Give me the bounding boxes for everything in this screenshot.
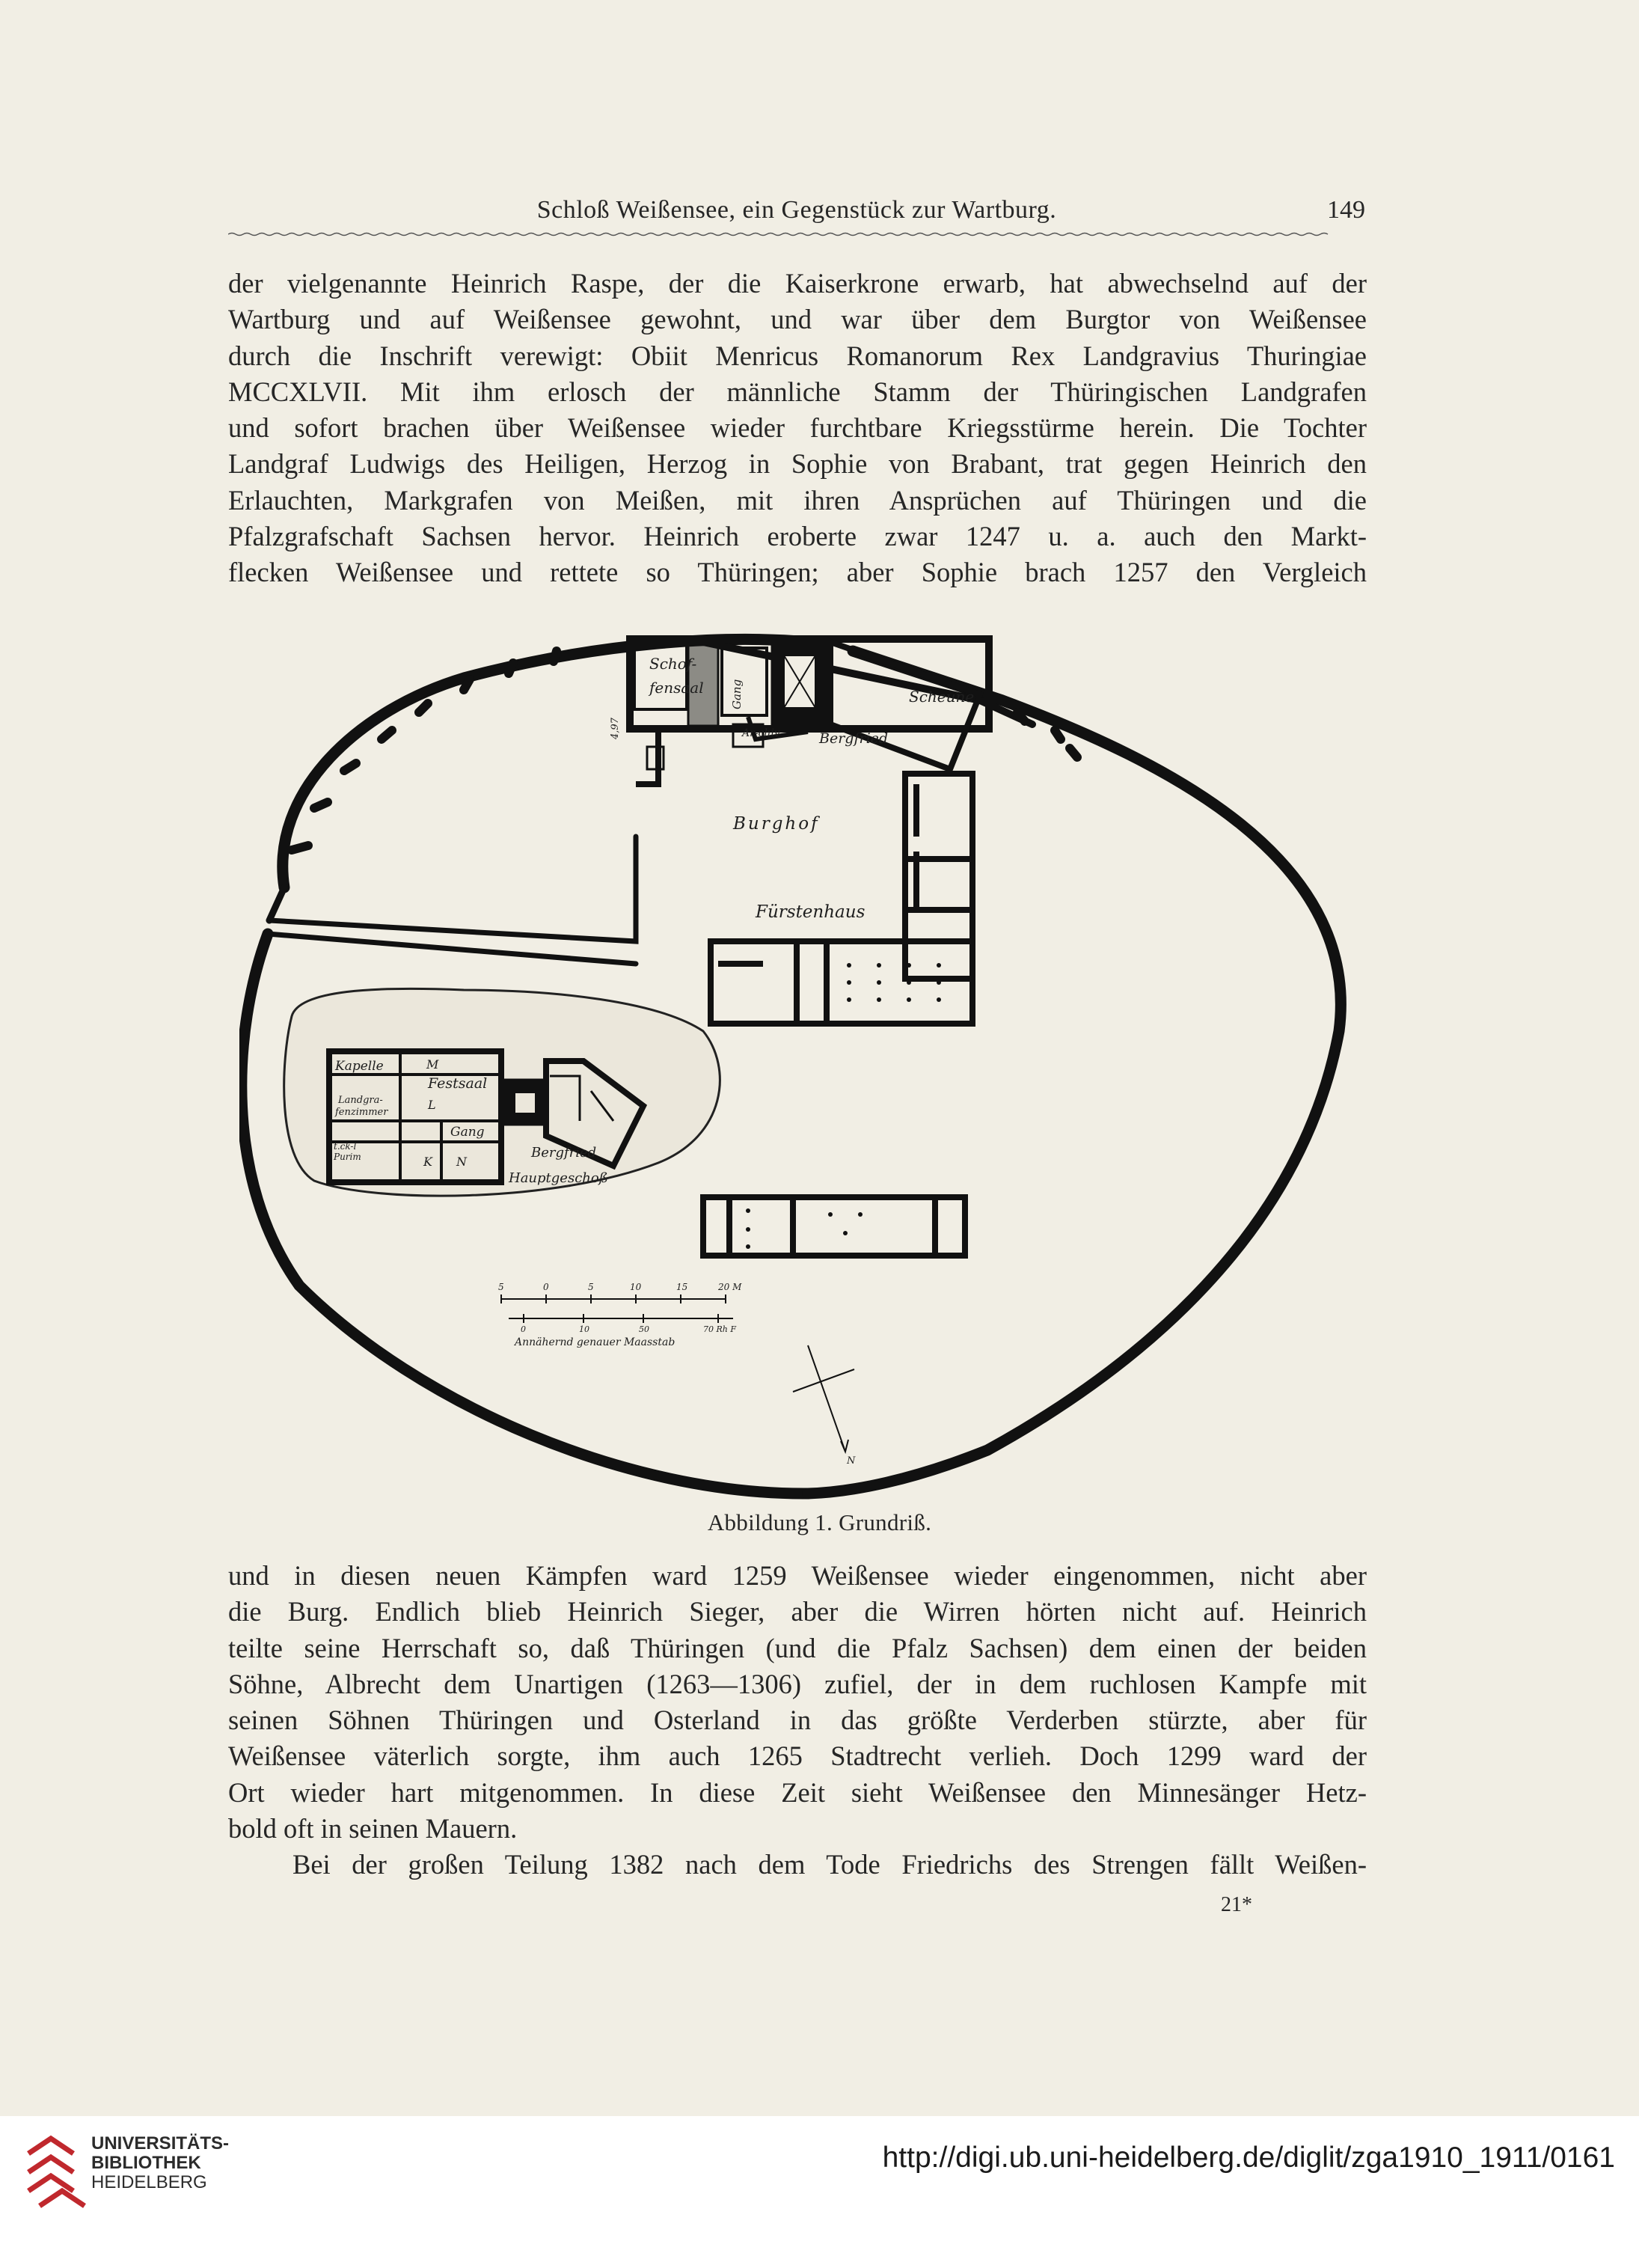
scale-r-1: 0 [521, 1324, 526, 1334]
scale-r-4: 70 Rh F [703, 1324, 736, 1334]
label-side-mark: 4,97 [610, 718, 621, 739]
label-schoeffensaal-2: fensaal [649, 679, 704, 697]
paragraph-top [228, 266, 1367, 591]
text-line: der vielgenannte Heinrich Raspe, der die Kaiserkrone erwarb, hat abwechselnd auf der [228, 268, 1367, 299]
text-line: flecken Weißensee und rettete so Thüringen; aber Sophie brach 1257 den Vergleich [228, 557, 1367, 588]
scale-m-2: 0 [543, 1282, 549, 1292]
label-hauptgeschoss: Hauptgeschoß [509, 1170, 608, 1186]
text-line: bold oft in seinen Mauern. [228, 1813, 518, 1844]
source-url[interactable]: http://digi.ub.uni-heidelberg.de/diglit/zga1910_1911/0161 [882, 2142, 1615, 2174]
scale-m-6: 20 M [718, 1282, 742, 1292]
text-line: durch die Inschrift verewigt: Obiit Menricus Romanorum Rex Landgravius Thuringiae [228, 340, 1367, 371]
running-head-title: Schloß Weißensee, ein Gegenstück zur Wartburg. [536, 196, 1057, 224]
text-line: seinen Söhnen Thüringen und Osterland in das größte Verderben stürzte, aber für [228, 1705, 1367, 1736]
footer-bar [0, 2116, 1639, 2268]
text-line: Weißensee väterlich sorgte, ihm auch 1265 Stadtrecht verlieh. Doch 1299 ward der [228, 1740, 1367, 1772]
text-line: Söhne, Albrecht dem Unartigen (1263—1306) zufiel, der in dem ruchlosen Kampfe mit [228, 1668, 1367, 1699]
text-line: Erlauchten, Markgrafen von Meißen, mit ihren Ansprüchen auf Thüringen und die [228, 484, 1367, 516]
library-name [91, 2134, 229, 2192]
text-line: Pfalzgrafschaft Sachsen hervor. Heinrich eroberte zwar 1247 u. a. auch den Markt- [228, 521, 1367, 552]
label-schoeffensaal: Schof- [649, 655, 697, 673]
scale-caption: Annähernd genauer Maasstab [515, 1336, 675, 1348]
label-burghof: Burghof [733, 814, 820, 834]
text-line: teilte seine Herrschaft so, daß Thüringen (und die Pfalz Sachsen) dem einen der beiden [228, 1632, 1367, 1663]
label-purim: Purim [334, 1152, 361, 1162]
label-fuerstenhaus: Fürstenhaus [756, 902, 866, 922]
running-head [228, 196, 1365, 233]
north-label: N [847, 1455, 856, 1467]
label-bergfried-inset: Bergfried [531, 1145, 597, 1161]
scale-m-5: 15 [676, 1282, 688, 1292]
label-archiv: Ar-chiv [742, 727, 780, 739]
scale-m-1: 5 [498, 1282, 504, 1292]
signature-mark: 21* [1221, 1893, 1252, 1916]
text-line: Bei der großen Teilung 1382 nach dem Tode Friedrichs des Strengen fällt Weißen- [292, 1849, 1367, 1880]
library-name-line: UNIVERSITÄTS- [91, 2133, 230, 2154]
scale-bar [501, 1295, 733, 1323]
label-gang-inset: Gang [450, 1125, 485, 1140]
library-name-line: BIBLIOTHEK [91, 2153, 201, 2173]
library-name-line: HEIDELBERG [91, 2172, 207, 2192]
label-landgrafen: Landgra- [338, 1095, 383, 1106]
text-line: und in diesen neuen Kämpfen ward 1259 Weißensee wieder eingenommen, nicht aber [228, 1560, 1367, 1591]
north-arrow [793, 1345, 854, 1452]
label-landgrafen-2: fenzimmer [335, 1107, 388, 1118]
scale-r-3: 50 [639, 1324, 649, 1334]
label-scheune: Scheune [909, 688, 975, 706]
label-kapelle: Kapelle [335, 1059, 384, 1074]
text-line: Wartburg und auf Weißensee gewohnt, und war über dem Burgtor von Weißensee [228, 304, 1367, 335]
text-line: Landgraf Ludwigs des Heiligen, Herzog in Sophie von Brabant, trat gegen Heinrich den [228, 448, 1367, 480]
label-festsaal: Festsaal [428, 1075, 488, 1092]
text-line: die Burg. Endlich blieb Heinrich Sieger, aber die Wirren hörten nicht auf. Heinrich [228, 1596, 1367, 1627]
text-line: MCCXLVII. Mit ihm erlosch der männliche Stamm der Thüringischen Landgrafen [228, 376, 1367, 407]
page-number: 149 [1327, 196, 1365, 224]
label-k: K [423, 1155, 432, 1169]
south-building [703, 1197, 965, 1256]
fuerstenhaus-building [711, 774, 972, 1024]
text-line: und sofort brachen über Weißensee wieder furchtbare Kriegsstürme herein. Die Tochter [228, 412, 1367, 444]
label-n: N [456, 1155, 467, 1169]
scale-m-4: 10 [630, 1282, 642, 1292]
floor-plan-figure [239, 612, 1414, 1503]
library-logo-icon [21, 2131, 88, 2213]
label-m: M [426, 1057, 439, 1072]
figure-caption: Abbildung 1. Grundriß. [707, 1509, 932, 1535]
scale-r-2: 10 [579, 1324, 589, 1334]
hauptgeschoss-inset [284, 988, 720, 1196]
paragraph-bottom [228, 1558, 1367, 1883]
scale-m-3: 5 [588, 1282, 594, 1292]
label-tek: t.ck-l [334, 1141, 357, 1152]
label-bergfried-top: Bergfried [819, 730, 889, 747]
label-gang-top: Gang [730, 679, 744, 709]
text-line: Ort wieder hart mitgenommen. In diese Zeit sieht Weißensee den Minnesänger Hetz- [228, 1776, 1367, 1808]
running-head-rule [228, 232, 1365, 236]
label-l: L [428, 1098, 436, 1112]
